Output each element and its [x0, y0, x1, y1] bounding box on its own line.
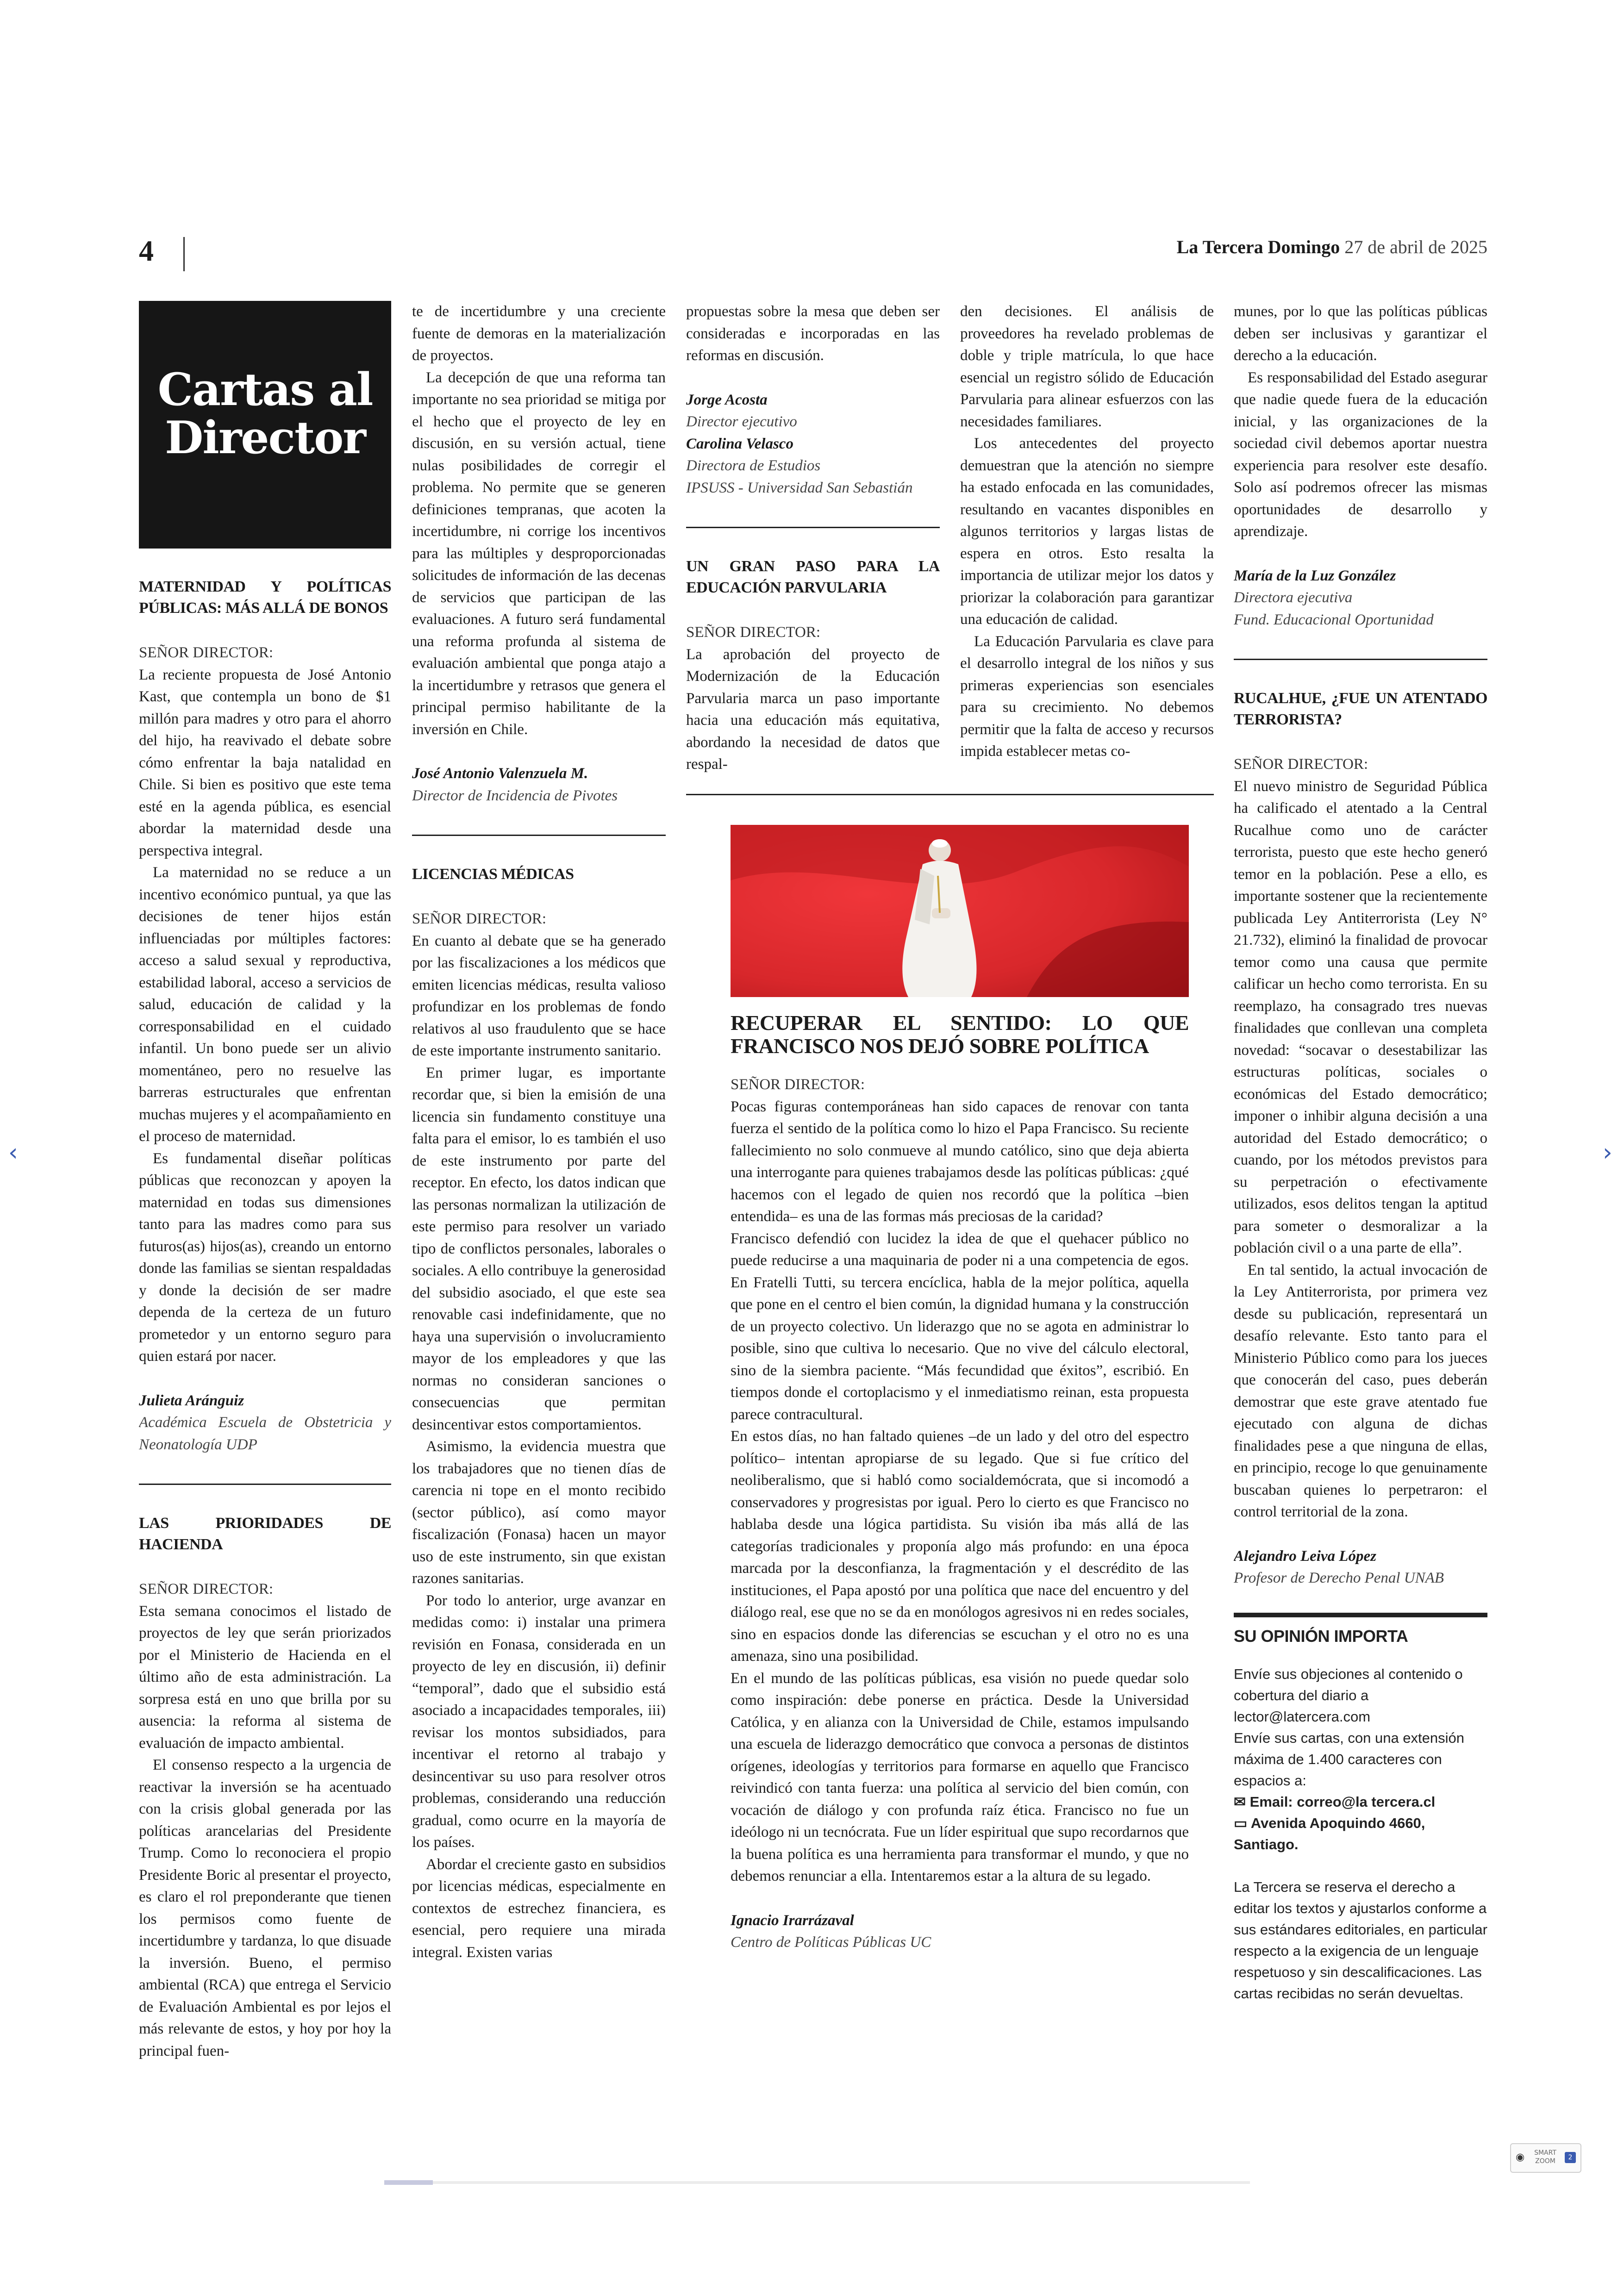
opinion-address-text: Avenida Apoquindo 4660, Santiago.: [1234, 1815, 1425, 1852]
mailbox-icon: ▭: [1234, 1815, 1251, 1831]
chevron-left-icon: ‹: [8, 1139, 18, 1166]
letter-signature: Julieta Aránguiz: [139, 1392, 244, 1409]
opinion-disclaimer: La Tercera se reserva el derecho a editar los textos y ajustarlos conforme a sus estándares editoriales, en particular respecto a la exigencia de un lenguaje respetuoso y sin descalificaciones. Las cartas recibidas no serán devueltas.: [1234, 1878, 1487, 2002]
opinion-email: [1234, 1791, 1487, 1813]
salutation: SEÑOR DIRECTOR:: [139, 1581, 274, 1597]
column-2: [412, 301, 666, 1964]
letter-paragraph: Es fundamental diseñar políticas públicas que reconozcan y apoyen la maternidad en todas sus dimensiones tanto para las madres como para sus futuros(as) hijos(as), creando un entorno donde las familias se sientan respaldadas y donde la decisión de ser madre dependa de la certeza de un futuro prometedor y un entorno seguro para quien estará por nacer.: [139, 1150, 391, 1365]
letter-paragraph: La reciente propuesta de José Antonio Kast, que contempla un bono de $1 millón para madres y otro para el ahorro del hijo, ha reavivado el debate sobre cómo enfrentar la baja natalidad en Chile. Si bien es positivo que este tema esté en la agenda pública, es esencial abordar la maternidad desde una perspectiva integral.: [139, 666, 391, 859]
column-4: [960, 301, 1214, 782]
feature-headline: RECUPERAR EL SENTIDO: LO QUE FRANCISCO NOS DEJÓ SOBRE POLÍTICA: [731, 1011, 1189, 1058]
letter-headline: LAS PRIORIDADES DE HACIENDA: [139, 1515, 391, 1553]
letter-headline: LICENCIAS MÉDICAS: [412, 866, 574, 883]
divider: [412, 835, 666, 836]
eye-icon: ◉: [1516, 2152, 1525, 2163]
letter-signature: Jorge Acosta: [686, 391, 768, 408]
letter-paragraph: En primer lugar, es importante recordar que, si bien la emisión de una licencia sin fundamento constituye una falta para el emisor, lo es también el uso de este instrumento por parte del receptor. En efecto, los datos indican que las personas normalizan la utilización de este permiso para resolver un variado tipo de conflictos personales, laborales o sociales. A ello contribuye la generosidad del subsidio asociado, el que este sea renovable casi indefinidamente, que no haya una supervisión o involucramiento mayor de los empleadores y que las normas no consideran sanciones o consecuencias que permitan desincentivar estos comportamientos.: [412, 1064, 666, 1433]
letter-paragraph: La Educación Parvularia es clave para el desarrollo integral de los niños y sus primeras experiencias son esenciales para su crecimiento. No debemos permitir que la falta de acceso y recursos impida establecer metas co-: [960, 633, 1214, 760]
salutation: SEÑOR DIRECTOR:: [731, 1076, 865, 1093]
letter-paragraph: te de incertidumbre y una creciente fuente de demoras en la materialización de proyectos.: [412, 303, 666, 364]
page-number: 4: [139, 234, 154, 267]
smart-zoom-label: SMART ZOOM: [1534, 2149, 1556, 2165]
letter-paragraph: La maternidad no se reduce a un incentivo económico puntual, ya que las decisiones de tener hijos están influenciadas por múltiples factores: acceso a salud sexual y reproductiva, estabilidad laboral, acceso a servicios de salud, educación de calidad y la corresponsabilidad en el cuidado infantil. Un bono puede ser un alivio momentáneo, pero no resuelve las barreras estructurales que enfrentan muchas mujeres y el acompañamiento en el proceso de maternidad.: [139, 864, 391, 1145]
feature-paragraph: En estos días, no han faltado quienes –de un lado y del otro del espectro político– intentan apropiarse de su legado. Que si fue crítico del neoliberalismo, que si habló como socialdemócrata, que si incomodó a conservadores y progresistas por igual. Pero lo cierto es que Francisco no hablaba desde una lógica partidista. Su visión iba más allá de las categorías tradicionales y proponía algo más profundo: en una época marcada por la desconfianza, la fragmentación y el descrédito de las instituciones, el Papa apostó por una política que nace del encuentro y del diálogo real, ese que no se da en monólogos agresivos ni en redes sociales, sino en espacios donde las diferencias se escuchan y el otro no es una amenaza, sino una posibilidad.: [731, 1428, 1189, 1665]
letter-paragraph: Asimismo, la evidencia muestra que los trabajadores que no tienen días de carencia ni tope en el monto recibido (sector público), así como mayor fiscalización (Fonasa) hacen un mayor uso de este instrumento, sin que existan razones sanitarias.: [412, 1438, 666, 1587]
smart-zoom-badge: 2: [1565, 2152, 1576, 2163]
letter-paragraph: En cuanto al debate que se ha generado por las fiscalizaciones a los médicos que emiten licencias médicas, resulta valioso profundizar en los problemas de fondo relativos al uso fraudulento que se hace de este importante instrumento sanitario.: [412, 932, 666, 1059]
letter-signature: José Antonio Valenzuela M.: [412, 765, 588, 782]
column-1: [139, 301, 391, 2062]
section-title: Cartas al Director: [157, 363, 373, 464]
divider: [686, 527, 940, 528]
feature-letter: [731, 1011, 1189, 1954]
masthead: [1177, 236, 1487, 258]
pope-francis-photo: [731, 825, 1189, 997]
divider: [139, 1484, 391, 1485]
letter-paragraph: En tal sentido, la actual invocación de la Ley Antiterrorista, por primera vez desde su publicación, representará un desafío relevante. Esto tanto para el Ministerio Público como para los jueces que conocerán del caso, pues deberán demostrar que este grave atentado fue ejecutado con alguna de dichas finalidades pese a que ninguna de ellas, en principio, recoge lo que genuinamente buscaban quienes lo perpetraron: el control territorial de la zona.: [1234, 1261, 1487, 1520]
brand-name: La Tercera Domingo: [1176, 237, 1340, 257]
feature-paragraph: Pocas figuras contemporáneas han sido capaces de renovar con tanta fuerza el sentido de la política como lo hizo el Papa Francisco. Su reciente fallecimiento no solo conmueve al mundo católico, sino que deja abierta una interrogante para quienes trabajamos desde las políticas públicas: ¿qué hacemos con el legado de quien nos recordó que la política –bien entendida– es una de las formas más preciosas de la caridad?: [731, 1098, 1189, 1225]
previous-page-button[interactable]: [8, 1139, 18, 1166]
next-page-button[interactable]: [1603, 1139, 1612, 1166]
salutation: SEÑOR DIRECTOR:: [139, 644, 274, 661]
opinion-box-text: Envíe sus cartas, con una extensión máxima de 1.400 caracteres con espacios a:: [1234, 1729, 1465, 1789]
salutation: SEÑOR DIRECTOR:: [686, 624, 821, 641]
letter-paragraph: La decepción de que una reforma tan importante no sea prioridad se mitiga por el hecho que el proyecto de ley en discusión, en su versión actual, tiene nulas posibilidades de corregir el problema. No permite que se generen definiciones tempranas, que acoten la incertidumbre, ni corrige los incentivos para las múltiples y desproporcionadas solicitudes de información de las decenas de servicios que participan de las evaluaciones. A futuro será fundamental una reforma profunda al sistema de evaluación ambiental que ponga atajo a la incertidumbre y retrasos que genera el principal permiso habilitante de la inversión en Chile.: [412, 369, 666, 738]
horizontal-scrollbar[interactable]: [384, 2181, 1250, 2184]
header-divider: [183, 237, 185, 271]
signature-role: Centro de Políticas Públicas UC: [731, 1934, 931, 1951]
signature-role: Director de Incidencia de Pivotes: [412, 787, 618, 804]
divider: [1234, 659, 1487, 660]
letter-paragraph: La aprobación del proyecto de Modernización de la Educación Parvularia marca un paso importante hacia una educación más equitativa, abordando la necesidad de datos que respal-: [686, 646, 940, 773]
signature-role: Directora ejecutiva: [1234, 589, 1353, 606]
feature-paragraph: En el mundo de las políticas públicas, esa visión no puede quedar solo como inspiración: debe ponerse en práctica. Desde la Universidad Católica, y en alianza con la Universidad de Chile, estamos impulsando una escuela de liderazgo democrático que convoca a personas de distintos orígenes, ideologías y territorios para formarse en aquello que Francisco reivindicó con tanta fuerza: una política al servicio del bien común, con vocación de diálogo y con profunda raíz ética. Francisco no fue un ideólogo ni un tecnócrata. Fue un líder espiritual que supo recordarnos que la buena política es una herramienta para transformar el mundo, y que no debemos renunciar a ella. Intentaremos estar a la altura de su legado.: [731, 1670, 1189, 1884]
signature-role: Director ejecutivo: [686, 413, 797, 430]
envelope-icon: ✉: [1234, 1793, 1250, 1810]
letter-signature: María de la Luz González: [1234, 567, 1396, 584]
signature-role: Directora de Estudios: [686, 457, 821, 474]
section-title-box: [139, 301, 391, 549]
issue-date: 27 de abril de 2025: [1344, 237, 1487, 257]
signature-role: Profesor de Derecho Penal UNAB: [1234, 1570, 1444, 1586]
chevron-right-icon: ›: [1603, 1139, 1612, 1166]
feature-paragraph: Francisco defendió con lucidez la idea de que el quehacer público no puede reducirse a una maquinaria de poder ni a una competencia de egos. En Fratelli Tutti, su tercera encíclica, habla de la mejor política, aquella que pone en el centro el bien común, la dignidad humana y la construcción de un proyecto colectivo. Un liderazgo que no se agota en administrar lo posible, sino que cultiva lo necesario. Que no vive del cálculo electoral, sino de la siembra paciente. “Más fecundidad que éxitos”, escribió. En tiempos donde el cortoplacismo y el inmediatismo reinan, esta propuesta parece contracultural.: [731, 1230, 1189, 1423]
letter-paragraph: den decisiones. El análisis de proveedores ha revelado problemas de doble y triple matrícula, lo que hace esencial un registro sólido de Educación Parvularia para alinear esfuerzos con las necesidades familiares.: [960, 303, 1214, 430]
signature-org: IPSUSS - Universidad San Sebastián: [686, 479, 913, 496]
divider: [686, 794, 1214, 795]
scrollbar-thumb[interactable]: [384, 2180, 433, 2185]
letter-headline: MATERNIDAD Y POLÍTICAS PÚBLICAS: MÁS ALLÁ DE BONOS: [139, 578, 391, 617]
letter-paragraph: El consenso respecto a la urgencia de reactivar la inversión se ha acentuado con la crisis global generada por las políticas arancelarias del Presidente Trump. Como lo reconociera el propio Presidente Boric al presentar el proyecto, es claro el rol preponderante que tienen los permisos como fuente de incertidumbre y tardanza, lo que disuade la inversión. Bueno, el permiso ambiental (RCA) que entrega el Servicio de Evaluación Ambiental es por lejos el más relevante de estos, y hoy por hoy la principal fuen-: [139, 1757, 391, 2059]
letter-headline: UN GRAN PASO PARA LA EDUCACIÓN PARVULARIA: [686, 558, 940, 596]
letter-paragraph: propuestas sobre la mesa que deben ser consideradas e incorporadas en las reformas en discusión.: [686, 303, 940, 364]
feature-signature: Ignacio Irarrázaval: [731, 1912, 854, 1929]
opinion-box-title: SU OPINIÓN IMPORTA: [1234, 1613, 1487, 1647]
letter-signature: Carolina Velasco: [686, 435, 793, 452]
signature-role: Académica Escuela de Obstetricia y Neonatología UDP: [139, 1414, 391, 1453]
column-5: [1234, 301, 1487, 2004]
letter-paragraph: El nuevo ministro de Seguridad Pública ha calificado el atentado a la Central Rucalhue como uno de carácter terrorista, puesto que este hecho generó temor en la población. Pese a ello, es importante sostener que la recientemente publicada Ley Antiterrorista (Ley N° 21.732), eliminó la finalidad de provocar temor como una causa que permite calificar un hecho como terrorista. En su reemplazo, ha consagrado tres nuevas finalidades que conllevan una completa novedad: “socavar o desestabilizar las estructuras políticas, sociales o económicas del Estado democrático; imponer o inhibir alguna decisión a una autoridad del Estado democrático; o cuando, por los métodos previstos para su perpetración o efectivamente utilizados, esos delitos tengan la aptitud para someter o desmoralizar a la población civil o a una parte de ella”.: [1234, 778, 1487, 1256]
salutation: SEÑOR DIRECTOR:: [412, 911, 547, 927]
letter-paragraph: Por todo lo anterior, urge avanzar en medidas como: i) instalar una primera revisión en Fonasa, considerada en un proyecto de ley en discusión, ii) definir “temporal”, dado que el subsidio está asociado a incapacidades temporales, iii) revisar los montos subsidiados, para incentivar el retorno al trabajo y desincentivar su uso para resolver otros problemas, considerando una reducción gradual, como ocurre en la mayoría de los países.: [412, 1592, 666, 1851]
column-3: [686, 301, 940, 782]
letter-signature: Alejandro Leiva López: [1234, 1547, 1376, 1565]
letter-paragraph: Abordar el creciente gasto en subsidios por licencias médicas, especialmente en contextos de estrechez financiera, es esencial, pero requiere una mirada integral. Existen varias: [412, 1856, 666, 1961]
smart-zoom-button[interactable]: [1510, 2143, 1581, 2173]
opinion-box: [1234, 1613, 1487, 2004]
letter-paragraph: Esta semana conocimos el listado de proyectos de ley que serán priorizados por el Ministerio de Hacienda en el último año de esta administración. La sorpresa está en uno que brilla por su ausencia: la reforma al sistema de evaluación de impacto ambiental.: [139, 1603, 391, 1752]
opinion-address: [1234, 1813, 1487, 1855]
opinion-email-text: Email: correo@la tercera.cl: [1249, 1793, 1436, 1810]
letter-headline: RUCALHUE, ¿FUE UN ATENTADO TERRORISTA?: [1234, 690, 1487, 728]
letter-paragraph: Es responsabilidad del Estado asegurar que nadie quede fuera de la educación inicial, y las organizaciones de la sociedad civil debemos aportar nuestra experiencia para resolver este desafío. Solo así podremos ofrecer las mismas oportunidades de desarrollo y aprendizaje.: [1234, 369, 1487, 540]
salutation: SEÑOR DIRECTOR:: [1234, 756, 1368, 773]
letter-paragraph: Los antecedentes del proyecto demuestran que la atención no siempre ha estado enfocada en las comunidades, resultando en vacantes disponibles en algunos territorios y largas listas de espera en otros. Esto resalta la importancia de utilizar mejor los datos y priorizar la colaboración para garantizar una educación de calidad.: [960, 435, 1214, 628]
letter-paragraph: munes, por lo que las políticas públicas deben ser inclusivas y garantizar el derecho a la educación.: [1234, 303, 1487, 364]
signature-org: Fund. Educacional Oportunidad: [1234, 611, 1434, 628]
opinion-box-text: Envíe sus objeciones al contenido o cobertura del diario a lector@latercera.com: [1234, 1665, 1463, 1725]
